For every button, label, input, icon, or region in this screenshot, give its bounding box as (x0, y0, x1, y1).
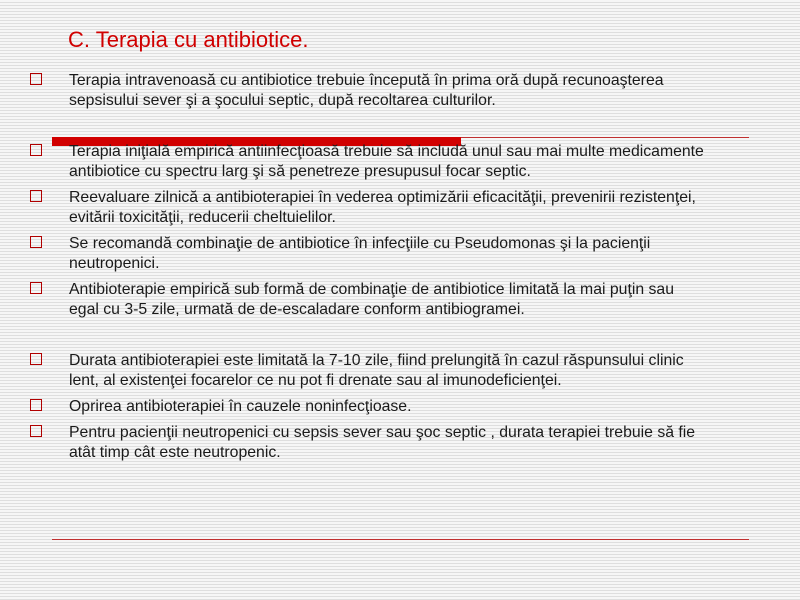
bullet-line: Durata antibioterapiei este limitată la 7-10 zile, fiind prelungită în cazul răspunsului clinic (69, 352, 684, 369)
bullet-text (69, 280, 769, 320)
bullet-text (69, 234, 769, 274)
bullet-text (69, 142, 769, 182)
bullet-line: neutropenici. (69, 255, 160, 272)
hollow-square-bullet-icon (30, 282, 42, 294)
hollow-square-bullet-icon (30, 190, 42, 202)
bullet-line: Se recomandă combinaţie de antibiotice în infecţiile cu Pseudomonas şi la pacienţii (69, 235, 651, 252)
hollow-square-bullet-icon (30, 425, 42, 437)
bullet-line: Terapia intravenoasă cu antibiotice trebuie începută în prima oră după recunoaşterea (69, 72, 664, 89)
bullet-line: Antibioterapie empirică sub formă de combinaţie de antibiotice limitată la mai puţin sau (69, 281, 674, 298)
bullet-line: sepsisului sever şi a şocului septic, după recoltarea culturilor. (69, 92, 496, 109)
bullet-text (69, 188, 769, 228)
slide-title: C. Terapia cu antibiotice. (68, 27, 309, 52)
hollow-square-bullet-icon (30, 353, 42, 365)
bullet-text (69, 351, 769, 391)
hollow-square-bullet-icon (30, 399, 42, 411)
hollow-square-bullet-icon (30, 236, 42, 248)
bullet-line: evitării toxicităţii, reducerii cheltuielilor. (69, 209, 336, 226)
bullet-line: lent, al existenţei focarelor ce nu pot fi drenate sau al imunodeficienţei. (69, 372, 562, 389)
bullet-line: Oprirea antibioterapiei în cauzele noninfecţioase. (69, 398, 412, 415)
hollow-square-bullet-icon (30, 144, 42, 156)
bullet-text (69, 423, 769, 463)
bullet-line: Pentru pacienţii neutropenici cu sepsis sever sau şoc septic , durata terapiei trebuie să fie (69, 424, 696, 441)
hollow-square-bullet-icon (30, 73, 42, 85)
bullet-line: egal cu 3-5 zile, urmată de de-escaladare conform antibiogramei. (69, 301, 525, 318)
bullet-text (69, 397, 769, 417)
bullet-line: Terapia iniţială empirică antiinfecţioasă trebuie să includă unul sau mai multe medicamente (69, 143, 704, 160)
bullet-line: Reevaluare zilnică a antibioterapiei în vederea optimizării eficacităţii, prevenirii rezistenţei, (69, 189, 696, 206)
bullet-line: atât timp cât este neutropenic. (69, 444, 281, 461)
bullet-text (69, 71, 769, 111)
bullet-line: antibiotice cu spectru larg şi să penetreze presupusul focar septic. (69, 163, 531, 180)
